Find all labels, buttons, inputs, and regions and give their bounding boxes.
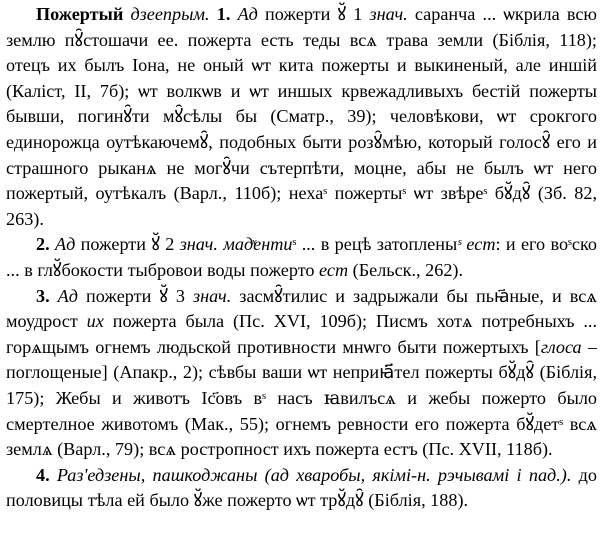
text-segment: знач. <box>179 234 218 255</box>
text-segment: пожерти ꙋ̆ 1 <box>257 4 370 24</box>
citation-text: саранча ... ѡкрила всю землю пꙋ̑стошачи ее. пожерта есть теды всѧ трава земли (Біблія, 118); отецъ их былъ Iона, не оный ѡт кита пожерты и выкиненый, але иншій (Каліст, II, 7б); ѡт волкѡв и ѡт иншых крвежадливыхъ бестій пожерты бывши, погинꙋ̑ти мꙋ̑сѣлы бы (Сматр., 39); человѣкови, ѡт срокгого единорожца оутѣкаючемꙋ̑, подобных быти розꙋ̑мѣю, который голосꙋ̑ его и страшного рыканѧ не могꙋ̑чи сътерпѣти, моцне, абы не былъ ѡт него пожертый, оутѣкалъ (Варл., 110б); нехаˢ пожертыˢ ѡт звѣреˢ бꙋ̆дꙋ̑ (Зб. 82, 263). <box>6 4 597 229</box>
text-segment: (Бельск., 262). <box>348 259 464 280</box>
text-segment: Ад <box>55 234 76 255</box>
sense-number: 3. <box>36 285 50 306</box>
text-segment: ˢ ... в рецѣ затоплены <box>292 234 458 255</box>
text-segment: их <box>86 311 104 332</box>
sense-3 <box>6 284 597 463</box>
text-segment: пожерти ꙋ̆ 3 <box>77 285 194 306</box>
sense-number: 2. <box>36 234 50 255</box>
citation-text: пожерта была (Пс. XVI, 109б); Писмъ хотѧ потребныхъ ... горѧщымъ огнемъ людьской противности мнѡго быти пожертыхъ [ <box>6 311 597 357</box>
citation-text: до половицы тѣла ей было ꙋ̆же пожерто ѡт трꙋ̆дꙋ̑ (Біблія, 188). <box>6 464 597 511</box>
part-of-speech: дзеепрым. <box>130 4 210 24</box>
citation-text: – поглощеные] (Апакр., 2); сѣвбы ваши ѡт неприꙗ҃тел пожерты бꙋ̆дꙋ̑ (Біблія, 175); Жебы и животъ Iс҃овъ вˢ насъ ꙗвилъсѧ и жебы пожерто было смертелное животомъ (Мак., 55); огнемъ ревности его пожерта бꙋ̆детˢ всѧ землѧ (Варл., 79); всѧ ростропност ихъ пожерта естъ (Пс. XVII, 118б). <box>6 336 597 460</box>
text-segment: ˢ ест <box>457 234 496 255</box>
headword: Пожертый <box>36 4 124 24</box>
text-segment: Ад <box>237 4 258 24</box>
sense-2 <box>6 232 597 283</box>
sense-4 <box>6 463 597 514</box>
text-segment: знач. <box>193 285 232 306</box>
text-segment: знач. <box>369 4 408 24</box>
sense-number: 4. <box>36 464 50 485</box>
definition-text <box>6 465 597 511</box>
text-segment: пожерти ꙋ̆ 2 <box>75 234 180 255</box>
gloss-label: глоса <box>540 336 582 357</box>
definition-gloss: Раз'едзены, пашкоджаны (ад хваробы, якімі-н. рэчывамі і пад.). <box>56 464 572 485</box>
text-segment: мадͯенти <box>217 234 293 255</box>
text-segment: Ад <box>57 285 78 306</box>
citation-text: : и его воˢско ... в глꙋ̆бокости тыбровои воды пожерто <box>6 234 597 280</box>
definition-text <box>6 4 597 229</box>
citation-text: засмꙋ̑тилис и задрыжали бы пьꙗ҃ные, и всѧ моудрост <box>6 285 597 332</box>
sense-1 <box>6 2 597 232</box>
definition-text <box>6 234 597 280</box>
sense-number: 1. <box>216 4 231 24</box>
text-segment: ест <box>319 259 349 280</box>
definition-text <box>6 286 597 460</box>
